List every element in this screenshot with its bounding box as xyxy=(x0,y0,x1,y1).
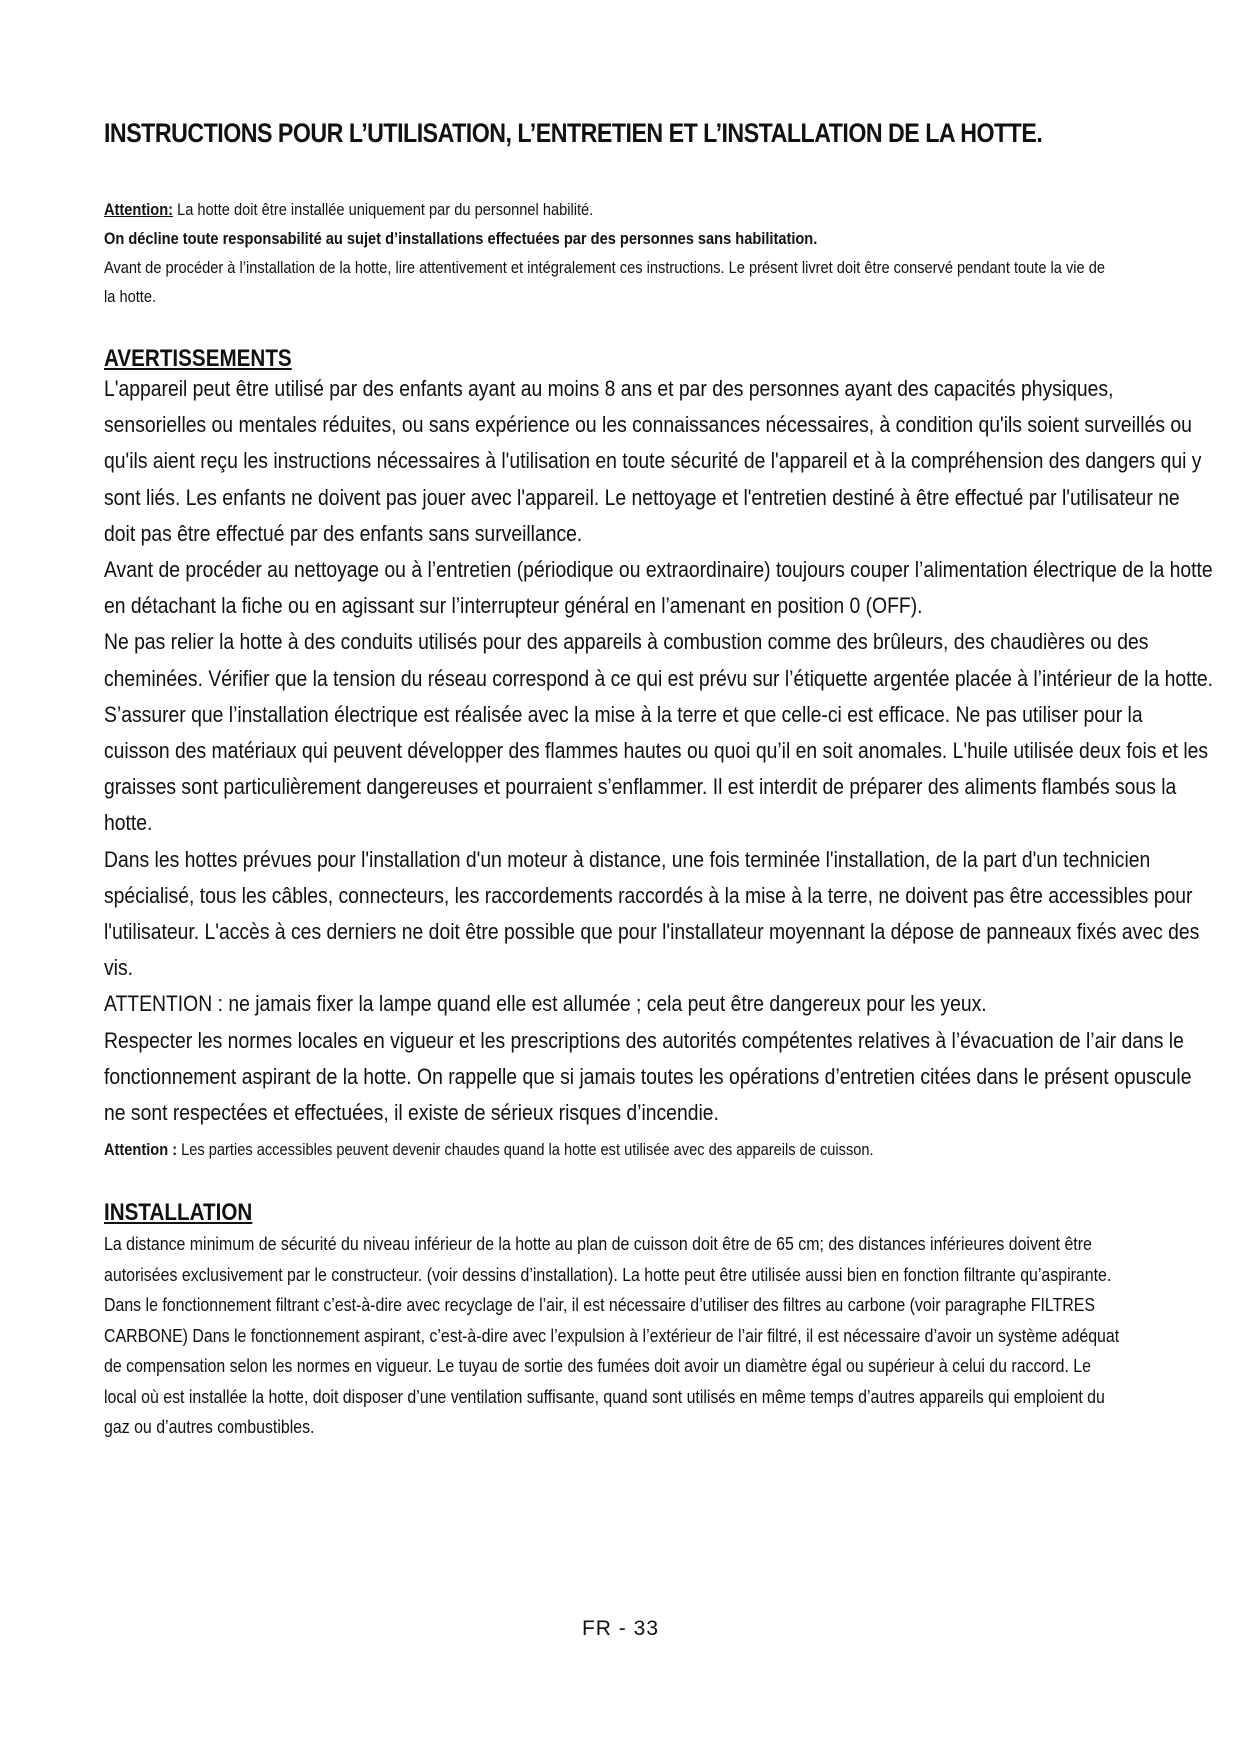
intro-attention xyxy=(104,195,1110,224)
warning-paragraph: Dans les hottes prévues pour l'installation d'un moteur à distance, une fois terminée l'installation, de la part d'un technicien spécialisé, tous les câbles, connecteurs, les raccordements raccordés à la mise à la terre, ne doivent pas être accessibles pour l'utilisateur. L'accès à ces derniers ne doit être possible que pour l'installateur moyennant la dépose de panneaux fixés avec des vis. xyxy=(104,846,1200,981)
warnings-heading: AVERTISSEMENTS xyxy=(104,345,292,372)
intro-block xyxy=(104,195,1110,325)
disclaimer-text: On décline toute responsabilité au sujet d’installations effectuées par des personnes sans habilitation. xyxy=(104,229,818,248)
warning-paragraph: Respecter les normes locales en vigueur et les prescriptions des autorités compétentes relatives à l’évacuation de l’air dans le fonctionnement aspirant de la hotte. On rappelle que si jamais toutes les opérations d’entretien citées dans le présent opuscule ne sont respectées et effectuées, il existe de sérieux risques d’incendie. xyxy=(104,1027,1192,1126)
document-title: INSTRUCTIONS POUR L’UTILISATION, L’ENTRETIEN ET L’INSTALLATION DE LA HOTTE. xyxy=(104,118,1043,148)
warning-paragraph: ATTENTION : ne jamais fixer la lampe quand elle est allumée ; cela peut être dangereux pour les yeux. xyxy=(104,991,987,1017)
installation-body xyxy=(104,1229,1127,1443)
document-page xyxy=(104,118,1213,1443)
installation-section xyxy=(104,1199,1204,1443)
installation-heading: INSTALLATION xyxy=(104,1199,253,1226)
hot-parts-attention xyxy=(104,1135,1205,1165)
warnings-section xyxy=(104,345,1213,1165)
attention-text: Les parties accessibles peuvent devenir chaudes quand la hotte est utilisée avec des appareils de cuisson. xyxy=(177,1140,874,1159)
installation-paragraph: La distance minimum de sécurité du niveau inférieur de la hotte au plan de cuisson doit être de 65 cm; des distances inférieures doivent être autorisées exclusivement par le constructeur. (voir dessins d’installation). La hotte peut être utilisée aussi bien en fonction filtrante qu’aspirante. Dans le fonctionnement filtrant c’est-à-dire avec recyclage de l’air, il est nécessaire d’utiliser des filtres au carbone (voir paragraphe FILTRES CARBONE) Dans le fonctionnement aspirant, c’est-à-dire avec l’expulsion à l’extérieur de l’air filtré, il est nécessaire d’avoir un système adéquat de compensation selon les normes en vigueur. Le tuyau de sortie des fumées doit avoir un diamètre égal ou supérieur à celui du raccord. Le local où est installée la hotte, doit disposer d’une ventilation suffisante, quand sont utilisés en même temps d’autres appareils qui emploient du gaz ou d’autres combustibles. xyxy=(104,1233,1120,1437)
attention-label: Attention: xyxy=(104,200,174,219)
warning-paragraph: L'appareil peut être utilisé par des enfants ayant au moins 8 ans et par des personnes ayant des capacités physiques, sensorielles ou mentales réduites, ou sans expérience ou les connaissances nécessaires, à condition qu'ils soient surveillés ou qu'ils aient reçu les instructions nécessaires à l'utilisation en toute sécurité de l'appareil et à la compréhension des dangers qui y sont liés. Les enfants ne doivent pas jouer avec l'appareil. Le nettoyage et l'entretien destiné à être effectué par l'utilisateur ne doit pas être effectué par des enfants sans surveillance. xyxy=(104,376,1202,546)
warnings-body xyxy=(104,371,1213,1135)
attention-text: La hotte doit être installée uniquement par du personnel habilité. xyxy=(173,200,594,219)
page-number: FR - 33 xyxy=(581,1617,659,1640)
intro-disclaimer xyxy=(104,224,1110,253)
warning-paragraph: Avant de procéder au nettoyage ou à l’entretien (périodique ou extraordinaire) toujours couper l’alimentation électrique de la hotte en détachant la fiche ou en agissant sur l’interrupteur général en l’amenant en position 0 (OFF). xyxy=(104,557,1213,619)
intro-instruction: Avant de procéder à l’installation de la hotte, lire attentivement et intégralement ces instructions. Le présent livret doit être conservé pendant toute la vie de la hotte. xyxy=(104,258,1105,306)
attention-label: Attention : xyxy=(104,1140,178,1159)
warning-paragraph: Ne pas relier la hotte à des conduits utilisés pour des appareils à combustion comme des brûleurs, des chaudières ou des cheminées. Vérifier que la tension du réseau correspond à ce qui est prévu sur l’étiquette argentée placée à l’intérieur de la hotte. S’assurer que l’installation électrique est réalisée avec la mise à la terre et que celle-ci est efficace. Ne pas utiliser pour la cuisson des matériaux qui peuvent développer des flammes hautes ou quoi qu’il en soit anomales. L'huile utilisée deux fois et les graisses sont particulièrement dangereuses et pourraient s’enflammer. Il est interdit de préparer des aliments flambés sous la hotte. xyxy=(104,629,1213,836)
